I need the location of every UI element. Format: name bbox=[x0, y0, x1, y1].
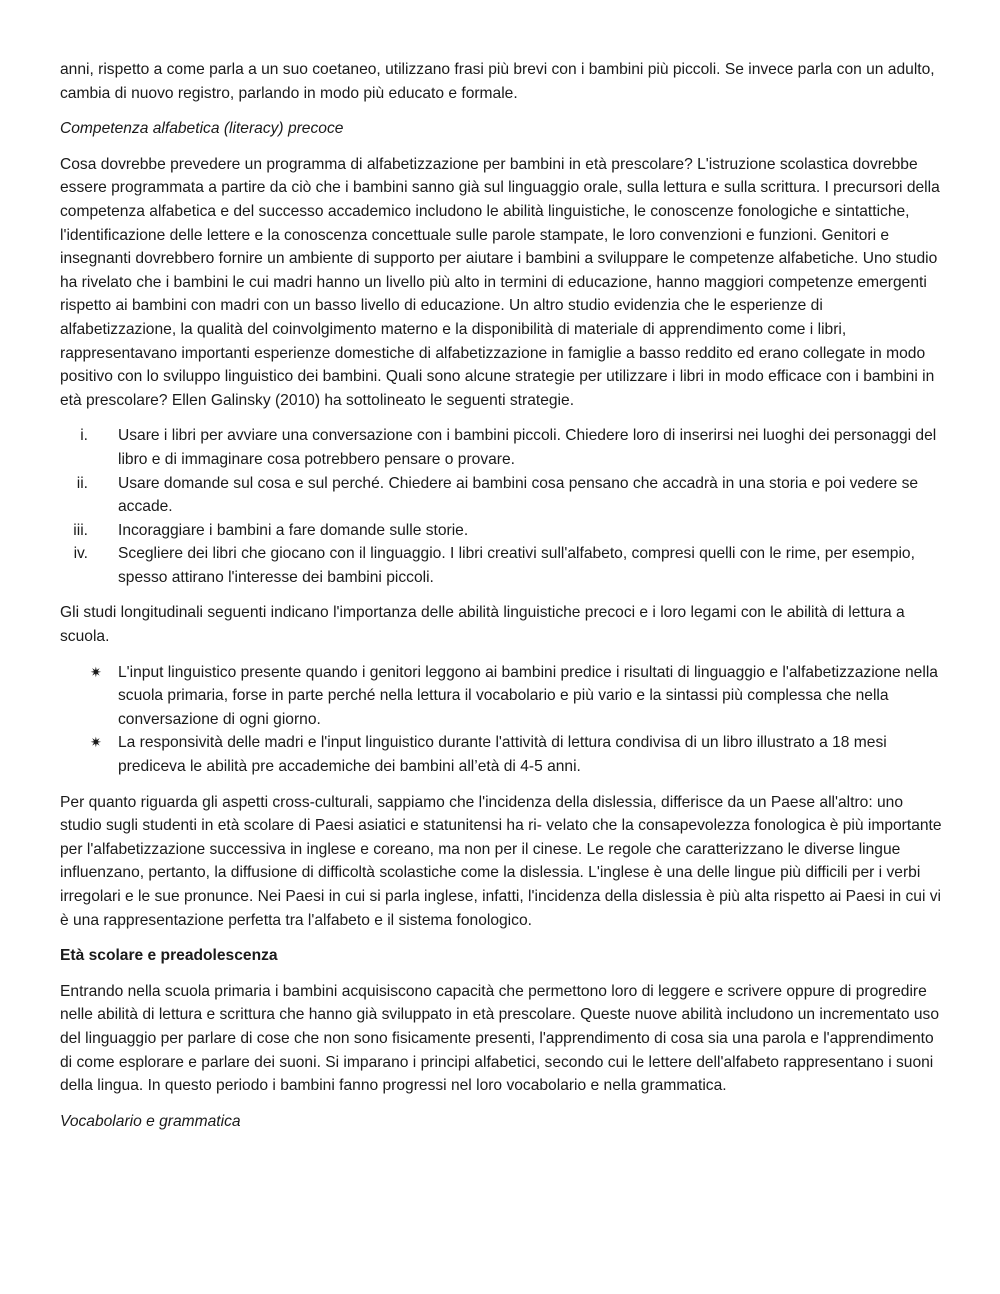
subheading-vocabulary: Vocabolario e grammatica bbox=[60, 1112, 241, 1130]
paragraph-cross-cultural: Per quanto riguarda gli aspetti cross-culturali, sappiamo che l'incidenza della dislessia, differisce da un Paese all'altro: uno studio sugli studenti in età scolare di Paesi asiatici e statunitensi ha ri- velato che la consapevolezza fonologica è più importante per l'alfabetizzazione successiva in inglese e coreano, ma non per il cinese. Le regole che caratterizzano le diverse lingue influenzano, pertanto, la diffusione di difficoltà scolastiche come la dislessia. L'inglese è una delle lingue più difficili per i verbi irregolari e le sue pronunce. Nei Paesi in cui si parla inglese, infatti, l'incidenza della dislessia è più alta rispetto ai Paesi in cui vi è una rappresentazione perfetta tra l'alfabeto e il sistema fonologico. bbox=[60, 793, 942, 929]
list-item bbox=[60, 472, 942, 519]
star-bullet-icon: ✷ bbox=[90, 663, 102, 680]
paragraph-school-age: Entrando nella scuola primaria i bambini acquisiscono capacità che permettono loro di leggere e scrivere oppure di progredire nelle abilità di lettura e scrittura che hanno già sviluppato in età prescolare. Queste nuove abilità includono un incrementato uso del linguaggio per parlare di cose che non sono fisicamente presenti, l'apprendimento di cosa sia una parola e l'apprendimento di come esplorare e parlare dei suoni. Si imparano i principi alfabetici, secondo cui le lettere dell'alfabeto rappresentano i suoni della lingua. In questo periodo i bambini fanno progressi nel loro vocabolario e nella grammatica. bbox=[60, 982, 939, 1095]
paragraph-literacy: Cosa dovrebbe prevedere un programma di alfabetizzazione per bambini in età prescolare? L'istruzione scolastica dovrebbe essere programmata a partire da ciò che i bambini sanno già sul linguaggio orale, sulla lettura e sulla scrittura. I precursori della competenza alfabetica e del successo accademico includono le abilità linguistiche, le conoscenze fonologiche e sintattiche, l'identificazione delle lettere e la conoscenza concettuale sulle parole stampate, le loro convenzioni e funzioni. Genitori e insegnanti dovrebbero fornire un ambiente di supporto per aiutare i bambini a sviluppare le competenze alfabetiche. Uno studio ha rivelato che i bambini le cui madri hanno un livello più alto in termini di educazione, hanno maggiori competenze emergenti rispetto ai bambini con madri con un basso livello di educazione. Un altro studio evidenzia che le esperienze di alfabetizzazione, la qualità del coinvolgimento materno e la disponibilità di materiale di apprendimento come i libri, rappresentavano importanti esperienze domestiche di alfabetizzazione in famiglie a basso reddito ed erano collegate in modo positivo con lo sviluppo linguistico dei bambini. Quali sono alcune strategie per utilizzare i libri in modo efficace con i bambini in età prescolare? Ellen Galinsky (2010) ha sottolineato le seguenti strategie. bbox=[60, 155, 940, 409]
list-item bbox=[60, 424, 942, 471]
paragraph-intro: anni, rispetto a come parla a un suo coetaneo, utilizzano frasi più brevi con i bambini più piccoli. Se invece parla con un adulto, cambia di nuovo registro, parlando in modo più educato e formale. bbox=[60, 61, 935, 102]
studies-list bbox=[60, 661, 942, 779]
list-item-text: Scegliere dei libri che giocano con il linguaggio. I libri creativi sull'alfabeto, compresi quelli con le rime, per esempio, spesso attirano l'interesse dei bambini piccoli. bbox=[118, 545, 915, 586]
list-item bbox=[60, 661, 942, 732]
list-item-text: Incoraggiare i bambini a fare domande sulle storie. bbox=[118, 521, 469, 539]
subheading-literacy: Competenza alfabetica (literacy) precoce bbox=[60, 120, 344, 138]
star-bullet-icon: ✷ bbox=[90, 734, 102, 751]
heading-school-age: Età scolare e preadolescenza bbox=[60, 947, 278, 965]
list-item bbox=[60, 519, 942, 543]
list-item-text: Usare i libri per avviare una conversazione con i bambini piccoli. Chiedere loro di inserirsi nei luoghi dei personaggi del libro e di immaginare cosa potrebbero pensare o provare. bbox=[118, 427, 937, 468]
list-number: iii. bbox=[73, 521, 88, 539]
list-item-text: L'input linguistico presente quando i genitori leggono ai bambini predice i risultati di linguaggio e l'alfabetizzazione nella scuola primaria, forse in parte perché nella lettura il vocabolario e più vario e la sintassi più complessa che nella conversazione di ogni giorno. bbox=[118, 663, 938, 728]
list-item-text: Usare domande sul cosa e sul perché. Chiedere ai bambini cosa pensano che accadrà in una storia e poi vedere se accade. bbox=[118, 474, 919, 516]
list-number: ii. bbox=[76, 474, 88, 492]
list-number: i. bbox=[80, 427, 88, 445]
list-number: iv. bbox=[73, 545, 88, 563]
list-item-text: La responsività delle madri e l'input linguistico durante l'attività di lettura condivisa di un libro illustrato a 18 mesi prediceva le abilità pre accademiche dei bambini all’età di 4-5 anni. bbox=[118, 734, 887, 776]
strategies-list bbox=[60, 424, 942, 589]
document-body bbox=[60, 58, 942, 1145]
paragraph-longitudinal: Gli studi longitudinali seguenti indicano l'importanza delle abilità linguistiche precoci e i loro legami con le abilità di lettura a scuola. bbox=[60, 604, 905, 646]
list-item bbox=[60, 731, 942, 778]
list-item bbox=[60, 542, 942, 589]
